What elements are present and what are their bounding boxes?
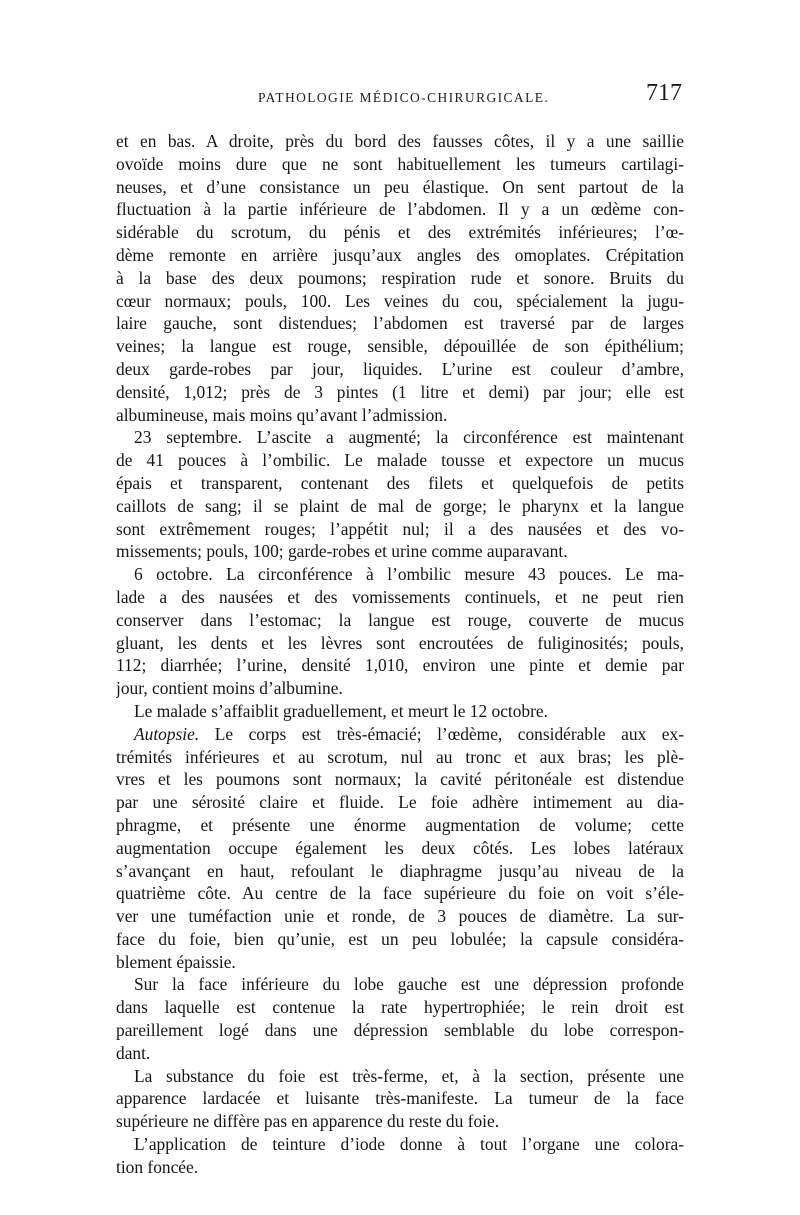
text-line: trémités inférieures et au scrotum, nul au tronc et aux bras; les plè-: [116, 746, 684, 767]
text-line: tion foncée.: [116, 1156, 199, 1177]
book-page: [116, 78, 684, 1177]
text-line: veines; la langue est rouge, sensible, dépouillée de son épithélium;: [116, 336, 684, 357]
text-line: laire gauche, sont distendues; l’abdomen est traversé par de larges: [116, 313, 684, 334]
text-line: vres et les poumons sont normaux; la cavité péritonéale est distendue: [116, 769, 684, 790]
text-line: gluant, les dents et les lèvres sont encroutées de fuliginosités; pouls,: [116, 632, 684, 653]
text-line: dant.: [116, 1042, 151, 1063]
text-line: phragme, et présente une énorme augmentation de volume; cette: [116, 814, 684, 835]
text-line: par une sérosité claire et fluide. Le foie adhère intimement au dia-: [116, 792, 684, 813]
text-line: face du foie, bien qu’unie, est un peu lobulée; la capsule considéra-: [116, 928, 684, 949]
page-number: 717: [646, 80, 682, 106]
text-line: s’avançant en haut, refoulant le diaphragme jusqu’au niveau de la: [116, 860, 684, 881]
text-line: dans laquelle est contenue la rate hypertrophiée; le rein droit est: [116, 997, 684, 1018]
text-line: ver une tuméfaction unie et ronde, de 3 pouces de diamètre. La sur-: [116, 906, 684, 927]
text-line: supérieure ne diffère pas en apparence du reste du foie.: [116, 1111, 500, 1132]
text-line: quatrième côte. Au centre de la face supérieure du foie on voit s’éle-: [116, 883, 684, 904]
text-line: densité, 1,012; près de 3 pintes (1 litre et demi) par jour; elle est: [116, 381, 684, 402]
text-line: caillots de sang; il se plaint de mal de gorge; le pharynx et la langue: [116, 495, 684, 516]
text-line: L’application de teinture d’iode donne à tout l’organe une colora-: [134, 1134, 684, 1155]
text-line: Le malade s’affaiblit graduellement, et meurt le 12 octobre.: [134, 700, 548, 721]
text-line: fluctuation à la partie inférieure de l’abdomen. Il y a un œdème con-: [116, 199, 684, 220]
text-line: pareillement logé dans une dépression semblable du lobe correspon-: [116, 1020, 684, 1041]
text-line: albumineuse, mais moins qu’avant l’admission.: [116, 404, 448, 425]
text-line: [116, 723, 684, 746]
text-line: deux garde-robes par jour, liquides. L’urine est couleur d’ambre,: [116, 358, 684, 379]
text-line: apparence lardacée et luisante très-manifeste. La tumeur de la face: [116, 1088, 684, 1109]
text-line: de 41 pouces à l’ombilic. Le malade tousse et expectore un mucus: [116, 450, 684, 471]
text-line: à la base des deux poumons; respiration rude et sonore. Bruits du: [116, 267, 684, 288]
text-line: et en bas. A droite, près du bord des fausses côtes, il y a une saillie: [116, 131, 684, 151]
text-line: sidérable du scrotum, du pénis et des extrémités inférieures; l’œ-: [116, 222, 684, 243]
page-header: [116, 78, 684, 112]
text-line: jour, contient moins d’albumine.: [116, 678, 343, 699]
body-text: [116, 130, 684, 1179]
text-line: conserver dans l’estomac; la langue est rouge, couverte de mucus: [116, 609, 684, 630]
text-line: cœur normaux; pouls, 100. Les veines du cou, spécialement la jugu-: [116, 290, 684, 311]
text-line: ovoïde moins dure que ne sont habituellement les tumeurs cartilagi-: [116, 153, 684, 174]
text-line: blement épaissie.: [116, 951, 236, 972]
running-title: PATHOLOGIE MÉDICO-CHIRURGICALE.: [258, 90, 550, 105]
text-line: La substance du foie est très-ferme, et, à la section, présente une: [134, 1065, 684, 1086]
text-line: missements; pouls, 100; garde-robes et urine comme auparavant.: [116, 541, 568, 562]
text-line: neuses, et d’une consistance un peu élastique. On sent partout de la: [116, 176, 684, 197]
text-line: dème remonte en arrière jusqu’aux angles des omoplates. Crépitation: [116, 244, 684, 265]
text-line: 112; diarrhée; l’urine, densité 1,010, environ une pinte et demie par: [116, 655, 684, 676]
text-line: 6 octobre. La circonférence à l’ombilic mesure 43 pouces. Le ma-: [134, 564, 684, 585]
text-line: lade a des nausées et des vomissements continuels, et ne peut rien: [116, 586, 684, 607]
autopsie-heading: Autopsie.: [134, 723, 200, 744]
text-line: sont extrêmement rouges; l’appétit nul; il a des nausées et des vo-: [116, 518, 684, 539]
text-span: Le corps est très-émacié; l’œdème, considérable aux ex-: [214, 723, 684, 744]
text-line: 23 septembre. L’ascite a augmenté; la circonférence est maintenant: [134, 427, 684, 448]
text-line: épais et transparent, contenant des filets et quelquefois de petits: [116, 472, 684, 493]
text-line: Sur la face inférieure du lobe gauche est une dépression profonde: [134, 974, 684, 995]
text-line: augmentation occupe également les deux côtés. Les lobes latéraux: [116, 837, 684, 858]
